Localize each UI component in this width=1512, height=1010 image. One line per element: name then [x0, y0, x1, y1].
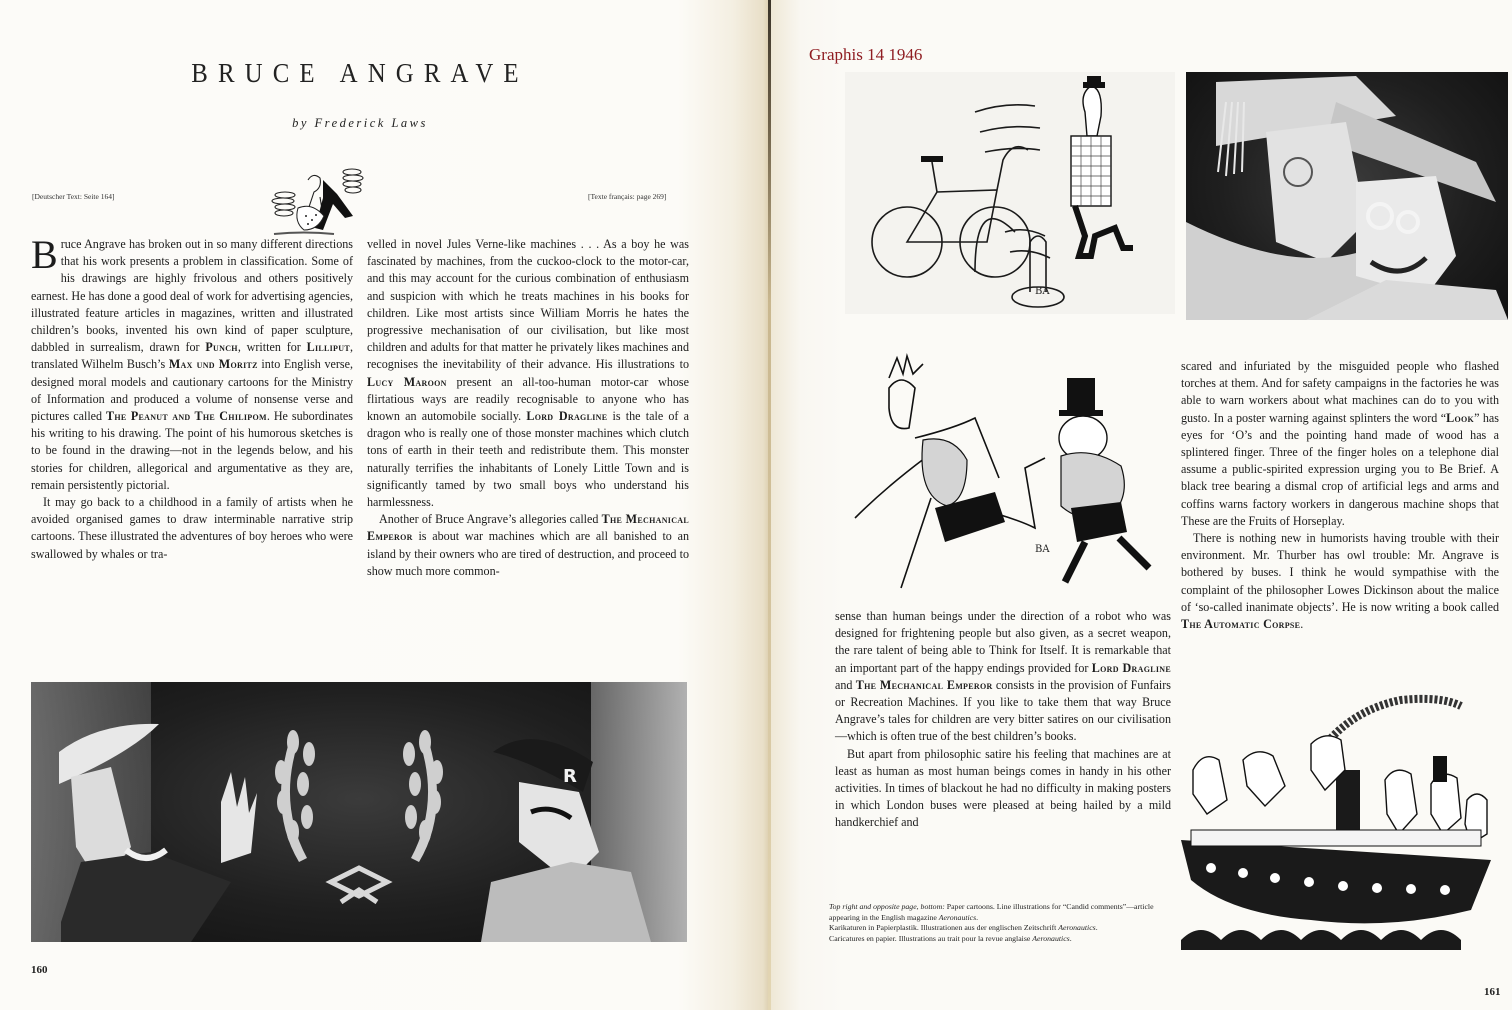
caption-english: Top right and opposite page, bottom: Paper cartoons. Line illustrations for “Candid comments”—article appearing in the English magazine Aeronautics.	[829, 902, 1154, 922]
body-text: into English verse, designed moral models and cautionary cartoons for the Ministry of Information and produced a volume of nonsense verse and pictures called	[31, 357, 353, 424]
magazine-name: Aeronautics	[938, 912, 977, 922]
left-column-2	[367, 236, 689, 580]
ship-illustration	[1171, 690, 1501, 960]
title-max-und-moritz: Max und Moritz	[168, 357, 258, 372]
paper-sculpture-wide-photo	[31, 682, 687, 942]
right-column-2	[1181, 358, 1499, 633]
dancers-drawing	[268, 160, 368, 242]
bicycle-drawing	[845, 72, 1175, 314]
svg-text:BA: BA	[1035, 286, 1050, 297]
graduates-artwork	[1186, 72, 1508, 320]
page-number-right: 161	[1484, 986, 1501, 998]
body-text: ” has eyes for ‘O’s and the pointing hand made of wood has a splintered finger. Three of the finger holes on a telephone dial assume a public-spirited expression urging you to Be Brief. A black tree bearing a dismal crop of artificial legs and arms and coffins warns factory workers in dangerous machine shops that These are the Fruits of Horseplay.	[1181, 410, 1499, 528]
body-text: , written for	[237, 340, 307, 355]
dancers-illustration	[268, 160, 368, 242]
title-mechanical-emperor: The Mechanical Emperor	[855, 677, 993, 692]
paragraph-childhood: It may go back to a childhood in a family of artists when he avoided organised games to draw interminable narrative strip cartoons. These illustrated the adventures of boy heroes who were swallowed by whales or tra-	[31, 495, 353, 561]
body-text: is the tale of a dragon who is really one of those monster machines which clutch tons of earth in their teeth and redistribute them. This monster naturally terrifies the inhabitants of Lonely Little Town and is significantly tamed by two small boys who understand his harmlessness.	[367, 409, 689, 510]
german-text-reference: [Deutscher Text: Seite 164]	[32, 192, 115, 201]
body-text: is about war machines which are all banished to an island by their owners who are tired of destruction, and proceed to show much more common-	[367, 529, 689, 578]
body-text: sense than human beings under the direction of a robot who was designed for frightening people but also given, as a secret weapon, the rare talent of being able to Think for Itself. It is remarkable that an important part of the happy endings provided for	[835, 609, 1171, 675]
left-column-1	[31, 232, 353, 563]
graduates-paper-sculpture-photo	[1186, 72, 1508, 320]
magazine-name: Aeronautics	[1058, 923, 1096, 932]
body-text: .	[1300, 617, 1304, 632]
body-text: There is nothing new in humorists having trouble with their environment. Mr. Thurber has owl trouble: Mr. Angrave is bothered by buses. I think he would sympathise with the complaint of the philosopher Lowes Dickinson about the malice of ‘so-called inanimate objects’. He is now writing a book called	[1181, 531, 1499, 614]
body-text: present an all-too-human motor-car whose flirtatious ways are readily recognisable to anyone who has known an automobile socially.	[367, 374, 689, 424]
title-automatic-corpse: The Automatic Corpse	[1181, 617, 1301, 632]
runners-drawing	[835, 348, 1175, 600]
body-text: and	[835, 677, 856, 692]
title-punch: Punch	[205, 340, 238, 355]
svg-text:R: R	[563, 766, 577, 787]
runners-illustration	[835, 348, 1175, 600]
paragraph-blackout: But apart from philosophic satire his feeling that machines are at least as human as most human beings comes in handy in his other activities. In times of blackout he had no difficulty in making posters in which London buses were pleased at being hailed by a mild handkerchief and	[835, 746, 1171, 830]
body-text: velled in novel Jules Verne-like machines . . . As a boy he was fascinated by machines, from the cuckoo-clock to the motor-car, and this may account for the curious combination of enthusiasm and suspicion with which he treats machines in his books for children. Like most artists since William Morris he hates the progressive mechanisation of our civilisation, but like most children and adults for that matter he privately likes machines and recognises the inevitability of their advance. His illustrations to	[367, 237, 689, 372]
title-lilliput: Lilliput	[306, 340, 350, 355]
ship-drawing	[1171, 690, 1501, 960]
article-byline: by Frederick Laws	[292, 116, 428, 130]
paper-sculpture-artwork	[31, 682, 687, 942]
caption-lead: Top right and opposite page, bottom:	[829, 902, 945, 911]
image-caption	[829, 902, 1165, 944]
title-lord-dragline: Lord Dragline	[526, 409, 608, 424]
title-peanut-chilipom: The Peanut and The Chilipom	[106, 409, 267, 424]
caption-german: Karikaturen in Papierplastik. Illustrationen aus der englischen Zeitschrift Aeronautics.	[829, 923, 1098, 932]
body-text: . He subordinates his writing to his drawing. The point of his humorous sketches is to be found in the drawing—not in the legends below, and his stories for children, allegorical and argumentative as they are, remain persistently pictorial.	[31, 409, 353, 492]
title-lucy-maroon: Lucy Maroon	[367, 374, 447, 389]
svg-text:BA: BA	[1035, 544, 1050, 555]
right-column-1	[835, 608, 1171, 832]
magazine-name: Aeronautics	[1032, 933, 1070, 943]
right-page	[771, 0, 1512, 1010]
body-text: scared and infuriated by the misguided people who flashed torches at them. And for safety campaigns in the factories he was able to warn workers about what machines can do to you with gusto. In a poster warning against splinters the word “	[1181, 359, 1499, 425]
page-number-left: 160	[31, 964, 48, 976]
publication-stamp: Graphis 14 1946	[809, 45, 923, 64]
title-lord-dragline: Lord Dragline	[1091, 660, 1171, 675]
body-text: , translated Wilhelm Busch’s	[31, 340, 353, 372]
bicycle-illustration	[845, 72, 1175, 314]
body-text: consists in the provision of Funfairs or Recreation Machines. If you like to take them that way Bruce Angrave’s tales for children are very bitter satires on our civilisation—which is often true of the best children’s books.	[835, 677, 1171, 744]
caption-french: Caricatures en papier. Illustrations au trait pour la revue anglaise Aeronautics.	[829, 933, 1072, 943]
body-text: ruce Angrave has broken out in so many different directions that his work presents a problem in classification. Some of his drawings are highly frivolous and others positively earnest. He has done a good deal of work for advertising agencies, illustrated feature articles in magazines, written and illustrated children’s books, invented his own kind of paper sculpture, dabbled in surrealism, drawn for	[31, 237, 353, 355]
word-look: Look	[1446, 410, 1475, 425]
drop-cap: B	[31, 232, 58, 277]
body-text: Another of Bruce Angrave’s allegories called	[379, 512, 602, 527]
article-title: BRUCE ANGRAVE	[191, 58, 529, 88]
title-mechanical-emperor: The Mechanical Emperor	[367, 512, 689, 544]
french-text-reference: [Texte français: page 269]	[588, 192, 667, 201]
